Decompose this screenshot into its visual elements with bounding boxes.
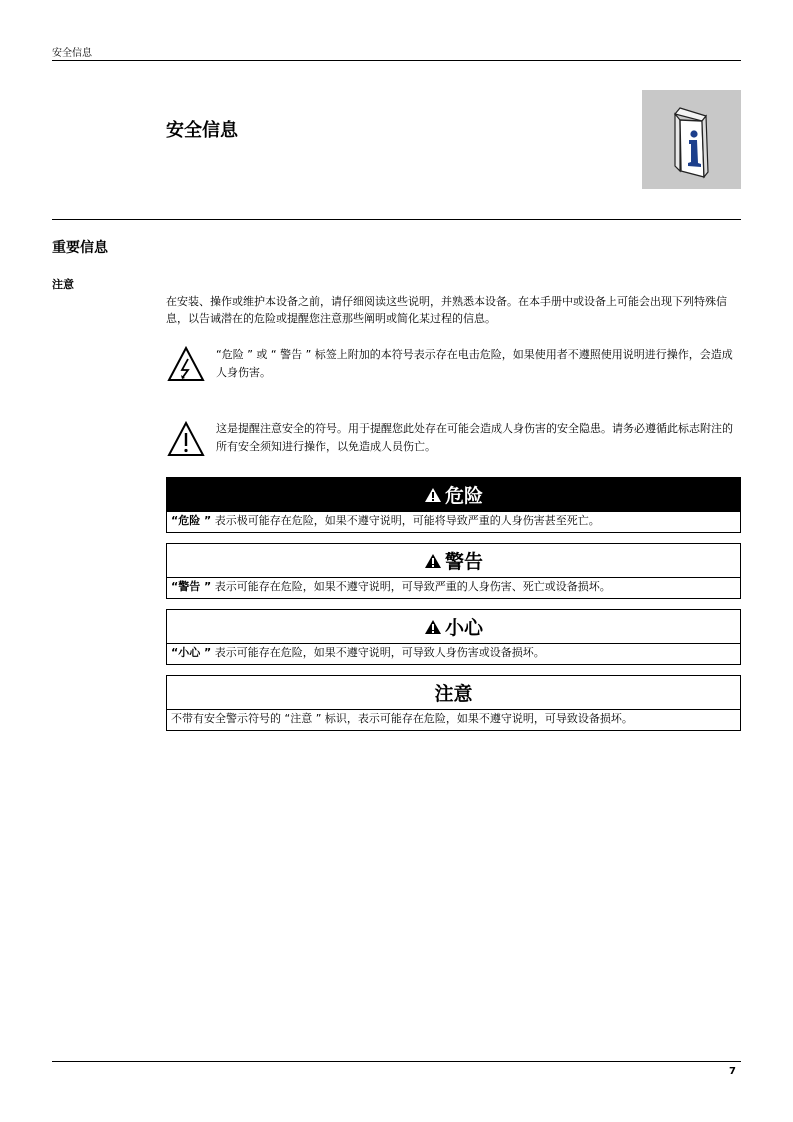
header-rule — [52, 60, 741, 61]
page-number: 7 — [729, 1066, 736, 1077]
alert-triangle-icon — [424, 487, 442, 503]
panel-title-text: 警告 — [444, 551, 483, 573]
panel-title-text: 危险 — [444, 485, 483, 507]
panel-body — [167, 577, 740, 598]
alert-triangle-icon — [424, 619, 442, 635]
symbol-description: 这是提醒注意安全的符号。用于提醒您此处存在可能会造成人身伤害的安全隐患。请务必遵循此标志附注的所有安全须知进行操作，以免造成人员伤亡。 — [216, 422, 733, 453]
electric-hazard-icon — [167, 346, 205, 386]
panel-body — [167, 643, 740, 664]
page-title: 安全信息 — [166, 120, 238, 141]
panel-term: “小心 ” — [171, 646, 212, 659]
panel-title — [167, 544, 740, 577]
panel-body: 不带有安全警示符号的 “注意 ” 标识，表示可能存在危险，如果不遵守说明，可导致设备损坏。 — [167, 709, 740, 730]
panel-body — [167, 511, 740, 532]
panel-term: “警告 ” — [171, 580, 212, 593]
panel-desc: 表示可能存在危险，如果不遵守说明，可导致人身伤害或设备损坏。 — [211, 646, 545, 659]
panel-title — [167, 676, 740, 709]
notice-panel — [166, 675, 741, 731]
info-book-icon — [642, 90, 741, 189]
running-header: 安全信息 — [52, 48, 92, 59]
panel-title — [167, 478, 740, 511]
subsection-heading: 注意 — [52, 278, 74, 291]
panel-title-text: 注意 — [434, 683, 473, 705]
panel-term: “危险 ” — [171, 514, 212, 527]
danger-panel — [166, 477, 741, 533]
section-rule — [52, 219, 741, 220]
panel-desc: 表示可能存在危险，如果不遵守说明，可导致严重的人身伤害、死亡或设备损坏。 — [211, 580, 611, 593]
symbol-description: “危险 ” 或 “ 警告 ” 标签上附加的本符号表示存在电击危险，如果使用者不遵照使用说明进行操作，会造成人身伤害。 — [216, 348, 733, 379]
warning-panel — [166, 543, 741, 599]
caution-panel — [166, 609, 741, 665]
intro-paragraph: 在安装、操作或维护本设备之前，请仔细阅读这些说明，并熟悉本设备。在本手册中或设备上可能会出现下列特殊信息，以告诫潜在的危险或提醒您注意那些阐明或简化某过程的信息。 — [166, 295, 727, 325]
panel-desc: 表示极可能存在危险，如果不遵守说明，可能将导致严重的人身伤害甚至死亡。 — [211, 514, 600, 527]
section-heading: 重要信息 — [52, 240, 108, 256]
panel-title-text: 小心 — [444, 617, 483, 639]
alert-triangle-icon — [424, 553, 442, 569]
exclamation-warning-icon — [167, 421, 205, 461]
footer-rule — [52, 1061, 741, 1062]
panel-title — [167, 610, 740, 643]
